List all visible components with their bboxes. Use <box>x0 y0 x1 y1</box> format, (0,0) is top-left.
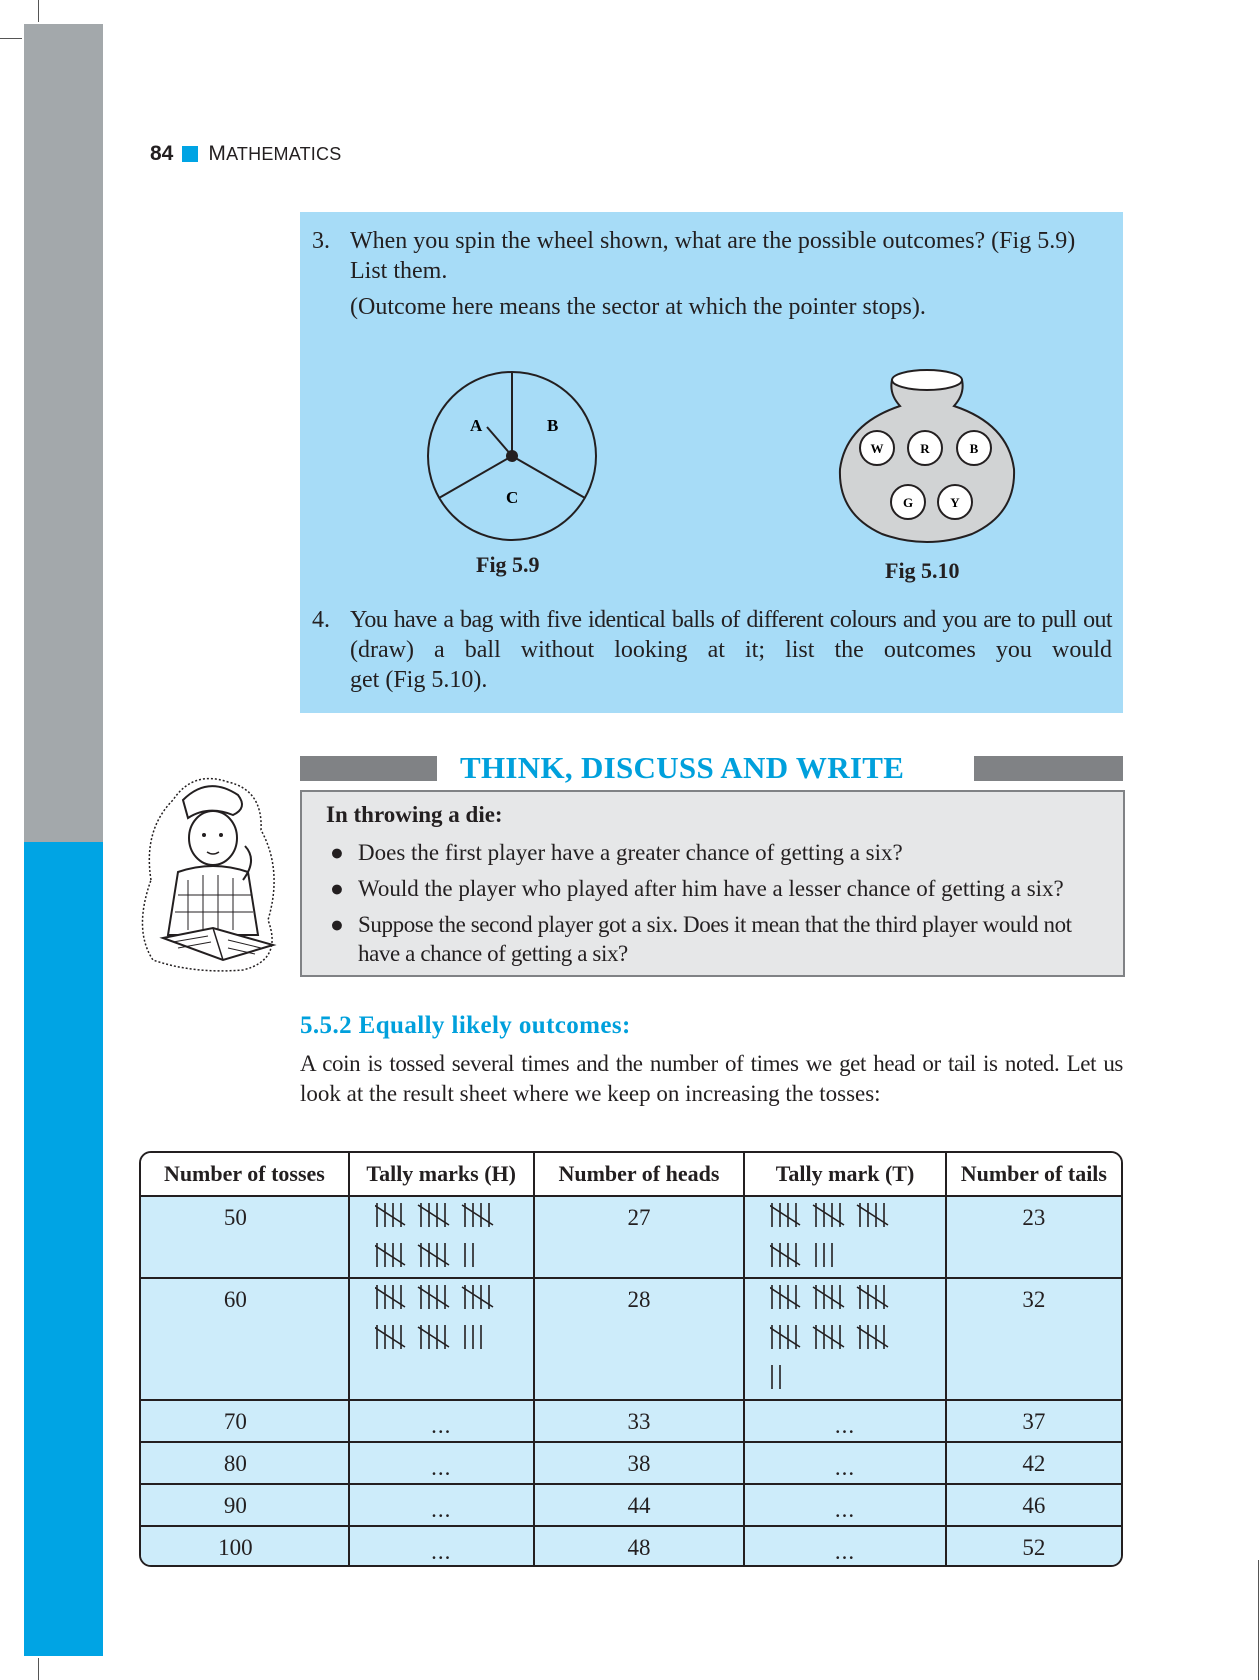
cell-tosses: 70 <box>141 1401 350 1443</box>
tally-marks-icon <box>770 1201 920 1229</box>
tally-marks-icon <box>770 1363 920 1391</box>
table-row <box>141 1527 1121 1565</box>
question-3-line1: When you spin the wheel shown, what are the possible outcomes? (Fig 5.9) <box>350 228 1076 254</box>
table-header-row <box>141 1153 1121 1197</box>
bullet-icon: ● <box>330 840 344 865</box>
cell-tails: 23 <box>947 1197 1121 1279</box>
cell-heads: 28 <box>535 1279 746 1401</box>
spinner-wheel <box>425 369 600 544</box>
cell-tally-h: ... <box>350 1443 535 1485</box>
cell-heads: 27 <box>535 1197 746 1279</box>
ball-r: R <box>920 441 930 456</box>
ball-y: Y <box>950 495 960 510</box>
girl-reading-illustration <box>133 760 288 975</box>
table-row <box>141 1485 1121 1527</box>
crop-mark <box>1258 1560 1259 1680</box>
cell-tosses: 80 <box>141 1443 350 1485</box>
table-row <box>141 1401 1121 1443</box>
think-discuss-write-title: THINK, DISCUSS AND WRITE <box>460 750 905 785</box>
tally-marks-icon <box>770 1241 920 1269</box>
cell-tally-t <box>745 1279 946 1401</box>
tally-marks-icon <box>375 1283 525 1311</box>
think-bar-right <box>974 756 1123 781</box>
wheel-label-c: C <box>506 488 519 507</box>
side-band-blue <box>24 842 103 1656</box>
wheel-label-b: B <box>547 416 559 435</box>
cell-tails: 42 <box>947 1443 1121 1485</box>
header-tally-h: Tally marks (H) <box>350 1153 535 1197</box>
cell-heads: 48 <box>535 1527 746 1565</box>
section-title: 5.5.2 Equally likely outcomes: <box>300 1012 631 1039</box>
section-paragraph: A coin is tossed several times and the number of times we get head or tail is noted. Let us look at the result sheet where we keep on increasing the tosses: <box>300 1051 1123 1106</box>
cell-tally-h <box>350 1279 535 1401</box>
header-tosses: Number of tosses <box>141 1153 350 1197</box>
tally-marks-icon <box>375 1241 525 1269</box>
header-tails: Number of tails <box>947 1153 1121 1197</box>
question-4-line1: You have a bag with five identical balls of different colours and you are to pull out <box>350 607 1112 633</box>
cell-heads: 33 <box>535 1401 746 1443</box>
question-4-line3: get (Fig 5.10). <box>350 667 488 693</box>
subject-title: MATHEMATICS <box>208 142 342 165</box>
cell-tosses: 50 <box>141 1197 350 1279</box>
cell-tosses: 60 <box>141 1279 350 1401</box>
cell-tosses: 90 <box>141 1485 350 1527</box>
bullet-icon: ● <box>330 912 344 937</box>
question-3-note: (Outcome here means the sector at which the pointer stops). <box>350 294 926 320</box>
wheel-label-a: A <box>470 416 483 435</box>
crop-mark <box>38 1658 39 1680</box>
tally-marks-icon <box>375 1201 525 1229</box>
header-square-icon <box>182 146 198 162</box>
cell-tails: 37 <box>947 1401 1121 1443</box>
cell-tally-t <box>745 1197 946 1279</box>
think-box: In throwing a die: ● Does the first player have a greater chance of getting a six? ● Would the player who played after him have a lesser chance of getting a six? ● Suppose the second player got a six. Does it mean that the third player would not have a chance of getting a six? <box>300 790 1125 977</box>
fig-5-10-caption: Fig 5.10 <box>885 558 960 583</box>
exercise-box: 3. When you spin the wheel shown, what are the possible outcomes? (Fig 5.9) List them. (Outcome here means the sector at which the pointer stops). A B C Fig 5.9 W R B G Y Fig 5.10 4. You have a bag with five identical balls of different colours and you are to pull out (draw) a ball without looking at it; list the outcomes you would get (Fig 5.10). <box>300 212 1123 713</box>
table-row <box>141 1443 1121 1485</box>
coin-toss-table <box>139 1151 1123 1567</box>
cell-heads: 44 <box>535 1485 746 1527</box>
cell-tally-t: ... <box>745 1485 946 1527</box>
cell-tails: 52 <box>947 1527 1121 1565</box>
cell-heads: 38 <box>535 1443 746 1485</box>
cell-tally-h <box>350 1197 535 1279</box>
bag-of-balls <box>836 364 1018 546</box>
tally-marks-icon <box>375 1323 525 1351</box>
cell-tails: 46 <box>947 1485 1121 1527</box>
cell-tally-t: ... <box>745 1443 946 1485</box>
tally-marks-icon <box>770 1323 920 1351</box>
question-3-line2: List them. <box>350 258 448 284</box>
header-heads: Number of heads <box>535 1153 746 1197</box>
crop-mark <box>38 0 39 22</box>
cell-tally-h: ... <box>350 1527 535 1565</box>
side-band-gray <box>24 24 103 842</box>
table-row <box>141 1279 1121 1401</box>
cell-tally-t: ... <box>745 1401 946 1443</box>
ball-g: G <box>902 495 914 510</box>
cell-tally-h: ... <box>350 1401 535 1443</box>
crop-mark <box>0 38 22 39</box>
page-number: 84 <box>150 142 174 165</box>
header-tally-t: Tally mark (T) <box>745 1153 946 1197</box>
tally-marks-icon <box>770 1283 920 1311</box>
question-4-line2: (draw) a ball without looking at it; list the outcomes you would <box>350 637 1112 663</box>
bullet-icon: ● <box>330 876 344 901</box>
table-row <box>141 1197 1121 1279</box>
cell-tosses: 100 <box>141 1527 350 1565</box>
cell-tally-h: ... <box>350 1485 535 1527</box>
cell-tails: 32 <box>947 1279 1121 1401</box>
ball-b: B <box>969 441 979 456</box>
think-bar-left <box>300 756 437 781</box>
cell-tally-t: ... <box>745 1527 946 1565</box>
ball-w: W <box>870 441 884 456</box>
fig-5-9-caption: Fig 5.9 <box>476 552 540 577</box>
page-header <box>150 142 341 166</box>
think-lead: In throwing a die: <box>326 802 503 827</box>
